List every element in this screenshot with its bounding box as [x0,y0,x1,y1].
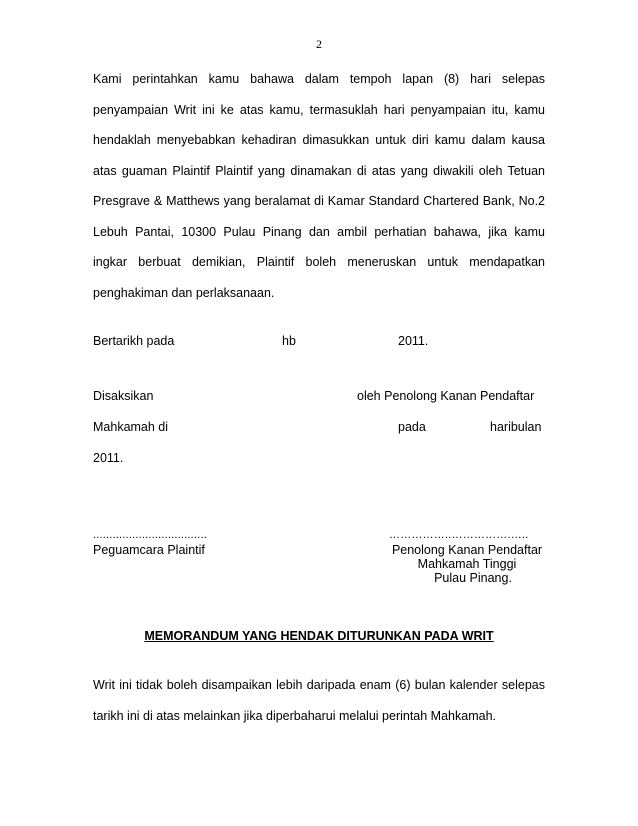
writ-paragraph [93,64,545,308]
paragraph-line: atas guaman Plaintif Plaintif yang dinamakan di atas yang diwakili oleh Tetuan [93,163,545,178]
witness-oleh: oleh Penolong Kanan Pendaftar [357,389,535,403]
dated-hb: hb [282,334,296,348]
paragraph-line: penyampaian Writ ini ke atas kamu, termasuklah hari penyampaian itu, kamu [93,102,545,117]
paragraph-line: penghakiman dan perlaksanaan. [93,285,275,300]
paragraph-line: Presgrave & Matthews yang beralamat di Kamar Standard Chartered Bank, No.2 [93,194,545,208]
witness-disaksikan: Disaksikan [93,389,154,403]
right-signature-line2: Mahkamah Tinggi [417,557,517,571]
memo-line: Writ ini tidak boleh disampaikan lebih daripada enam (6) bulan kalender selepas [93,678,545,692]
right-signature-dots: ……………..…………….….. [389,529,529,541]
witness-haribulan: haribulan [490,420,542,434]
paragraph-line: Kami perintahkan kamu bahawa dalam tempoh lapan (8) hari selepas [93,72,545,86]
witness-pada: pada [398,420,426,434]
left-signature-label: Peguamcara Plaintif [93,543,205,557]
right-signature-line1: Penolong Kanan Pendaftar [391,543,543,557]
page-number: 2 [316,37,322,51]
left-signature-dots: ................................... [93,529,207,541]
dated-year: 2011. [398,334,429,348]
paragraph-line: ingkar berbuat demikian, Plaintif boleh meneruskan untuk mendapatkan [93,255,545,269]
witness-year: 2011. [93,451,124,465]
witness-mahkamah-di: Mahkamah di [93,420,169,434]
memo-line: tarikh ini di atas melainkan jika diperbaharui melalui perintah Mahkamah. [93,708,496,723]
right-signature-line3: Pulau Pinang. [434,571,512,585]
paragraph-line: Lebuh Pantai, 10300 Pulau Pinang dan ambil perhatian bahawa, jika kamu [93,224,545,239]
paragraph-line: hendaklah menyebabkan kehadiran dimasukkan untuk diri kamu dalam kausa [93,133,545,147]
memo-paragraph [93,670,545,731]
memo-title: MEMORANDUM YANG HENDAK DITURUNKAN PADA WRIT [144,629,494,643]
dated-label: Bertarikh pada [93,334,175,348]
